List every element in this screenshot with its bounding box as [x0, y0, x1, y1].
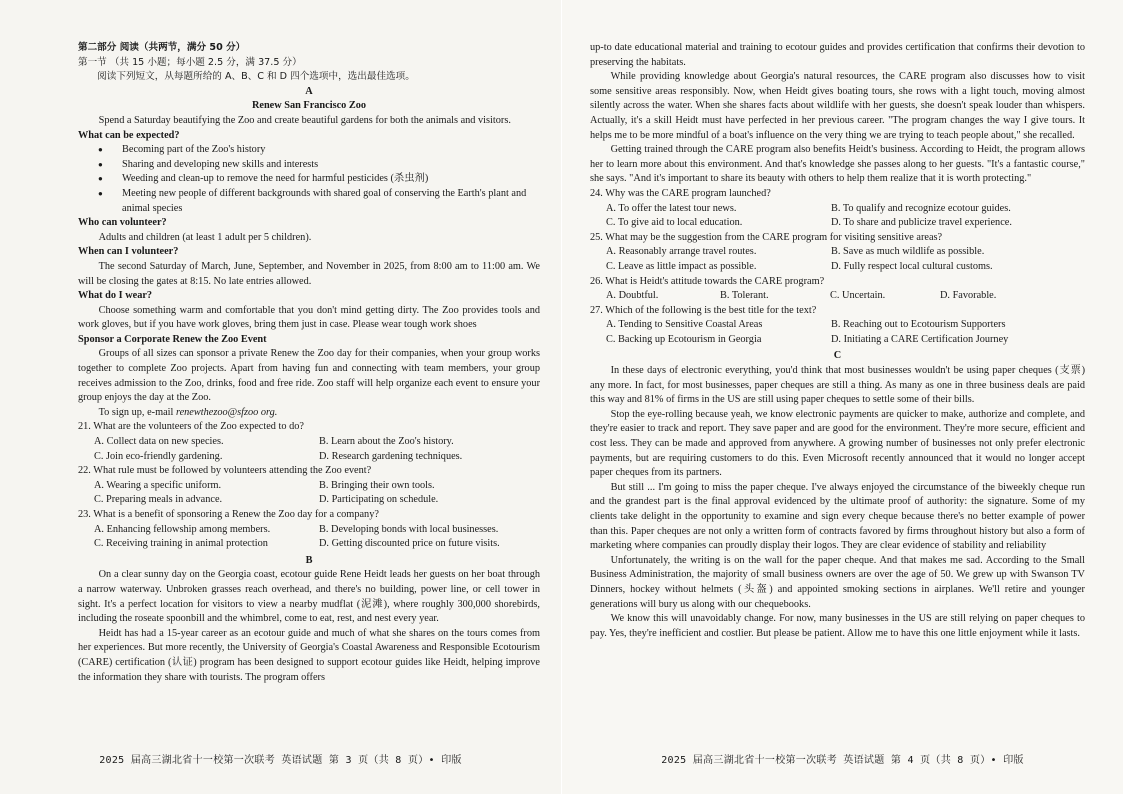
option: A. Reasonably arrange travel routes.: [606, 246, 757, 258]
heading-when: When can I volunteer?: [78, 246, 179, 258]
option: A. Doubtful.: [606, 290, 659, 302]
list-item: ● Sharing and developing new skills and interests: [98, 158, 540, 173]
heading-sponsor: Sponsor a Corporate Renew the Zoo Event: [78, 333, 267, 345]
sub-heading: 第一节 （共 15 小题；每小题 2.5 分，满 37.5 分）: [78, 56, 302, 68]
option: C. Backing up Ecotourism in Georgia: [606, 333, 762, 345]
question-26-options: [590, 289, 1085, 304]
option: C. Uncertain.: [830, 290, 886, 302]
option: C. Join eco-friendly gardening.: [94, 450, 223, 462]
sponsor-text: Groups of all sizes can sponsor a private Renew the Zoo day for their companies, when your group works together to complete Zoo projects. Apart from having fun and connecting with team members, your group receives admission to the Zoo, drinks, food and free ride. Zoo staff will help organize each event to ensure your group enjoys the day at the Zoo.: [78, 348, 540, 404]
exam-page-4: [562, 0, 1123, 794]
question-22: 22. What rule must be followed by volunteers attending the Zoo event?: [78, 465, 372, 477]
passage-a-intro: Spend a Saturday beautifying the Zoo and create beautiful gardens for both the animals and visitors.: [98, 114, 511, 126]
section-heading: 第二部分 阅读（共两节，满分 50 分）: [78, 42, 246, 53]
option: D. Fully respect local cultural customs.: [831, 260, 993, 272]
question-27-options: [590, 318, 1085, 347]
expect-list: [78, 143, 540, 216]
option: D. Participating on schedule.: [319, 494, 439, 506]
passage-c-paragraph-4: Unfortunately, the writing is on the wall for the paper cheque. And that makes me sad. According to the Small Business Administration, the majority of small business owners are over the age of 50. We grew up with Swanson TV Dinners, hockey without helmets (头盔) and appointed smoking sections in airplanes. We'll retire and younger generations will bury us along with our chequebooks.: [590, 554, 1085, 610]
heading-expect: What can be expected?: [78, 129, 180, 141]
option: D. Getting discounted price on future visits.: [319, 538, 500, 550]
option: A. To offer the latest tour news.: [606, 202, 737, 214]
question-26: 26. What is Heidt's attitude towards the CARE program?: [590, 275, 825, 287]
list-item: ● Becoming part of the Zoo's history: [98, 143, 540, 158]
passage-c-paragraph-5: We know this will unavoidably change. For now, many businesses in the US are still relying on paper cheques to pay. Yes, they're inefficient and costlier. But please be patient. Allow me to have this one little enjoyment while it lasts.: [590, 613, 1085, 639]
question-25-options: [590, 245, 1085, 274]
question-21-options: [78, 435, 540, 464]
passage-c-paragraph-2: Stop the eye-rolling because yeah, we know electronic payments are quicker to make, authorize and complete, and they're easier to track and report. They save paper and are good for the environment. They're more secure, efficient and cost less. They can be made and approved from anywhere. A growing number of businesses not only prefer electronic payments, but are requiring customers to do this. Even Microsoft recently announced that it would no longer accept paper cheques from its partners.: [590, 408, 1085, 479]
when-text: The second Saturday of March, June, September, and November in 2025, from 8:00 am to 11:00 am. We will be closing the gates at 8:15. No late entries allowed.: [78, 260, 540, 287]
passage-b-paragraph-4: Getting trained through the CARE program also benefits Heidt's business. According to Heidt, the program allows her to learn more about this environment. And that's knowledge she passes along to her guests. "It's a fantastic course," she says. "And it's important to share its beauty with others to help them realize that it is worth protecting.": [590, 144, 1085, 185]
list-item: ● Meeting new people of different backgrounds with shared goal of conserving the Earth's plant and animal species: [98, 187, 540, 216]
question-24-options: [590, 202, 1085, 231]
heading-who: Who can volunteer?: [78, 217, 167, 229]
passage-b-letter: B: [305, 554, 313, 566]
heading-wear: What do I wear?: [78, 290, 153, 302]
page-4-column: [590, 41, 1085, 641]
option: C. Leave as little impact as possible.: [606, 260, 757, 272]
option: D. Research gardening techniques.: [319, 450, 463, 462]
list-item: ● Weeding and clean-up to remove the need for harmful pesticides (杀虫剂): [98, 172, 540, 187]
question-23-options: [78, 523, 540, 552]
passage-b-paragraph-2: Heidt has had a 15-year career as an ecotour guide and much of what she shares on the tours comes from her experiences. But more recently, the University of Georgia's Coastal Awareness and Responsible Ecotourism (CARE) certification (认证) program has been designed to support ecotour guides like Heidt, helping improve the information they share with tourists. The program offers: [78, 627, 540, 683]
signup-email: renewthezoo@sfzoo org.: [175, 406, 278, 418]
passage-a-title: Renew San Francisco Zoo: [251, 100, 367, 112]
option: B. Save as much wildlife as possible.: [831, 246, 985, 258]
option: C. To give aid to local education.: [606, 217, 743, 229]
option: D. Initiating a CARE Certification Journey: [831, 333, 1009, 345]
option: C. Preparing meals in advance.: [94, 494, 223, 506]
passage-c-paragraph-3: But still ... I'm going to miss the paper cheque. I've always enjoyed the circumstance of the biweekly cheque run and the grandest part is the final approval evidenced by the ultimate proof of authority: the signature. Some of my clients take delight in the opportunity to examine and sign every cheque because there's no better example of power than this. Paper cheques are not only a written form of contracts favored by firms throughout history but also a form of marketing where companies can proudly display their logos. They are clear evidence of stability and reliability: [590, 481, 1085, 552]
option: C. Receiving training in animal protection: [94, 538, 268, 550]
passage-c-letter: C: [833, 350, 842, 362]
option: B. Bringing their own tools.: [319, 479, 435, 491]
option: B. Learn about the Zoo's history.: [319, 436, 454, 448]
option: A. Wearing a specific uniform.: [94, 479, 222, 491]
option: A. Tending to Sensitive Coastal Areas: [606, 319, 763, 331]
page-3-column: [78, 41, 540, 685]
who-text: Adults and children (at least 1 adult per 5 children).: [98, 231, 312, 243]
question-25: 25. What may be the suggestion from the CARE program for visiting sensitive areas?: [590, 231, 943, 243]
question-27: 27. Which of the following is the best title for the text?: [590, 304, 817, 316]
page-footer: 2025 届高三湖北省十一校第一次联考 英语试题 第 4 页（共 8 页）• 印版: [661, 755, 1024, 766]
page-footer: 2025 届高三湖北省十一校第一次联考 英语试题 第 3 页（共 8 页）• 印版: [99, 755, 462, 766]
passage-b-paragraph-1: On a clear sunny day on the Georgia coast, ecotour guide Rene Heidt leads her guests on her boat through a narrow waterway. Unbroken grasses reach overhead, and there's no building, power line, or cell tower in sight. It's a perfect location for visitors to view a nearby mudflat (泥滩), where roughly 300,000 shorebirds, including the roseate spoonbill and the whimbrel, come to eat, rest, and nest every year.: [78, 569, 540, 625]
question-21: 21. What are the volunteers of the Zoo expected to do?: [78, 421, 304, 433]
option: D. Favorable.: [940, 290, 997, 302]
option: A. Collect data on new species.: [94, 436, 224, 448]
option: B. Developing bonds with local businesses.: [319, 523, 499, 535]
wear-text: Choose something warm and comfortable that you don't mind getting dirty. The Zoo provides tools and work gloves, but if you have work gloves, bring them just in case. Please wear tough work shoes: [78, 304, 540, 331]
passage-a-letter: A: [305, 85, 313, 97]
exam-page-3: [0, 0, 561, 794]
option: B. Tolerant.: [720, 290, 769, 302]
option: D. To share and publicize travel experience.: [831, 217, 1012, 229]
signup-prefix: To sign up, e-mail: [98, 406, 176, 418]
option: A. Enhancing fellowship among members.: [94, 523, 271, 535]
question-22-options: [78, 479, 540, 508]
question-23: 23. What is a benefit of sponsoring a Renew the Zoo day for a company?: [78, 509, 379, 520]
option: B. To qualify and recognize ecotour guides.: [831, 202, 1011, 214]
passage-c-paragraph-1: In these days of electronic everything, you'd think that most businesses wouldn't be using paper cheques (支票) any more. In fact, for most businesses, paper cheques are still a thing. As many as one in three business deals are paid this way and 81% of firms in the US are still using paper cheques to settle some of their bills.: [590, 365, 1085, 406]
option: B. Reaching out to Ecotourism Supporters: [831, 319, 1006, 331]
passage-b-continued: up-to date educational material and training to ecotour guides and provides certification that confirms their devotion to preserving the habitats.: [590, 42, 1085, 68]
signup-line: [78, 406, 540, 421]
passage-b-paragraph-3: While providing knowledge about Georgia's natural resources, the CARE program also discusses how to visit some sensitive areas responsibly. Now, when Heidt gives boating tours, she rows with a light touch, moving almost silently across the water. When she shares facts about wildlife with her guests, she doesn't speak louder than whispers. Actually, it's a skill Heidt must have perfected in her previous career. "The program changes the way I give tours. It helps me to be more mindful of a boat's influence on the very thing we are trying to teach people about," she recalled.: [590, 71, 1085, 141]
instructions: 阅读下列短文，从每题所给的 A、B、C 和 D 四个选项中，选出最佳选项。: [97, 71, 415, 83]
question-24: 24. Why was the CARE program launched?: [590, 187, 771, 199]
